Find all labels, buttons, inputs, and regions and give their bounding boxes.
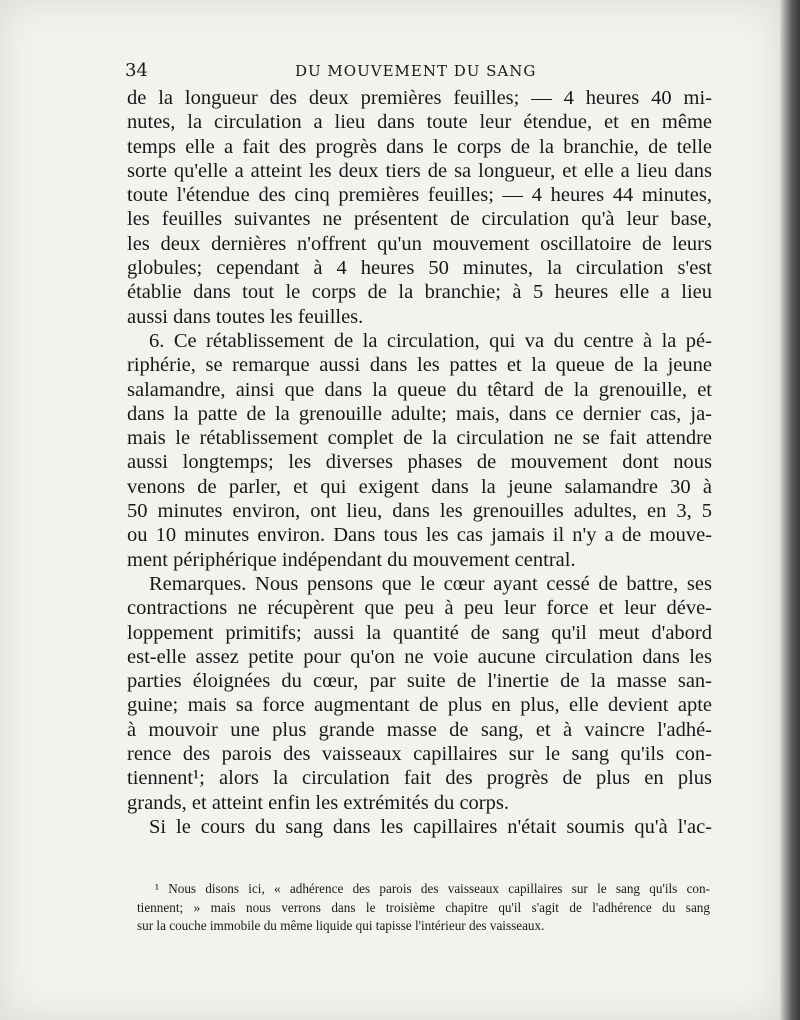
page-edge-shadow bbox=[780, 0, 800, 1020]
text-line: rence des parois des vaisseaux capillaires sur le sang qu'ils con- bbox=[127, 743, 712, 766]
text-line: de la longueur des deux premières feuilles; — 4 heures 40 mi- bbox=[127, 87, 712, 109]
text-line: 50 minutes environ, ont lieu, dans les grenouilles adultes, en 3, 5 bbox=[127, 500, 712, 523]
text-line: sorte qu'elle a atteint les deux tiers de sa longueur, et elle a lieu dans bbox=[127, 159, 712, 182]
footnote-line: ¹ Nous disons ici, « adhérence des parois des vaisseaux capillaires sur le sang qu'ils con- bbox=[155, 881, 710, 896]
text-line: tiennent¹; alors la circulation fait des progrès de plus en plus bbox=[127, 767, 712, 790]
text-line: parties éloignées du cœur, par suite de l'inertie de la masse san- bbox=[127, 670, 712, 693]
text-line: guine; mais sa force augmentant de plus en plus, elle devient apte bbox=[127, 694, 712, 717]
text-line: venons de parler, et qui exigent dans la jeune salamandre 30 à bbox=[127, 475, 712, 498]
text-line: toute l'étendue des cinq premières feuilles; — 4 heures 44 minutes, bbox=[127, 184, 712, 207]
text-line: mais le rétablissement complet de la circulation ne se fait attendre bbox=[127, 427, 712, 450]
text-line: riphérie, se remarque aussi dans les pattes et la queue de la jeune bbox=[127, 354, 712, 377]
text-line: nutes, la circulation a lieu dans toute leur étendue, et en même bbox=[127, 111, 712, 134]
body-text bbox=[127, 86, 712, 839]
footnote-line: sur la couche immobile du même liquide qui tapisse l'intérieur des vaisseaux. bbox=[137, 918, 545, 933]
text-line: à mouvoir une plus grande masse de sang, et à vaincre l'adhé- bbox=[127, 718, 712, 741]
text-line: salamandre, ainsi que dans la queue du têtard de la grenouille, et bbox=[127, 378, 712, 401]
text-line: aussi longtemps; les diverses phases de mouvement dont nous bbox=[127, 451, 712, 474]
text-line: 6. Ce rétablissement de la circulation, qui va du centre à la pé- bbox=[149, 329, 712, 352]
running-title: DU MOUVEMENT DU SANG bbox=[295, 62, 537, 80]
text-line: dans la patte de la grenouille adulte; mais, dans ce dernier cas, ja- bbox=[127, 402, 712, 425]
text-line: Remarques. Nous pensons que le cœur ayant cessé de battre, ses bbox=[149, 572, 712, 595]
page-header bbox=[125, 58, 725, 82]
text-line: grands, et atteint enfin les extrémités du corps. bbox=[127, 791, 509, 814]
text-line: les deux dernières n'offrent qu'un mouvement oscillatoire de leurs bbox=[127, 232, 712, 255]
text-line: ou 10 minutes environ. Dans tous les cas jamais il n'y a de mouve- bbox=[127, 524, 712, 547]
text-line: loppement primitifs; aussi la quantité de sang qu'il meut d'abord bbox=[127, 621, 712, 644]
text-line: globules; cependant à 4 heures 50 minutes, la circulation s'est bbox=[127, 257, 712, 280]
text-line: aussi dans toutes les feuilles. bbox=[127, 305, 364, 328]
text-line: Si le cours du sang dans les capillaires n'était soumis qu'à l'ac- bbox=[149, 815, 712, 838]
text-line: les feuilles suivantes ne présentent de circulation qu'à leur base, bbox=[127, 208, 712, 231]
page-number: 34 bbox=[125, 60, 148, 81]
text-line: est-elle assez petite pour qu'on ne voie aucune circulation dans les bbox=[127, 645, 712, 668]
text-line: ment périphérique indépendant du mouvement central. bbox=[127, 548, 576, 571]
footnote-line: tiennent; » mais nous verrons dans le troisième chapitre qu'il s'agit de l'adhérence du sang bbox=[137, 899, 710, 915]
text-line: établie dans tout le corps de la branchie; à 5 heures elle a lieu bbox=[127, 281, 712, 304]
text-line: contractions ne récupèrent que peu à peu leur force et leur déve- bbox=[127, 597, 712, 620]
text-line: temps elle a fait des progrès dans le corps de la branchie, de telle bbox=[127, 135, 712, 158]
footnotes bbox=[137, 880, 710, 936]
